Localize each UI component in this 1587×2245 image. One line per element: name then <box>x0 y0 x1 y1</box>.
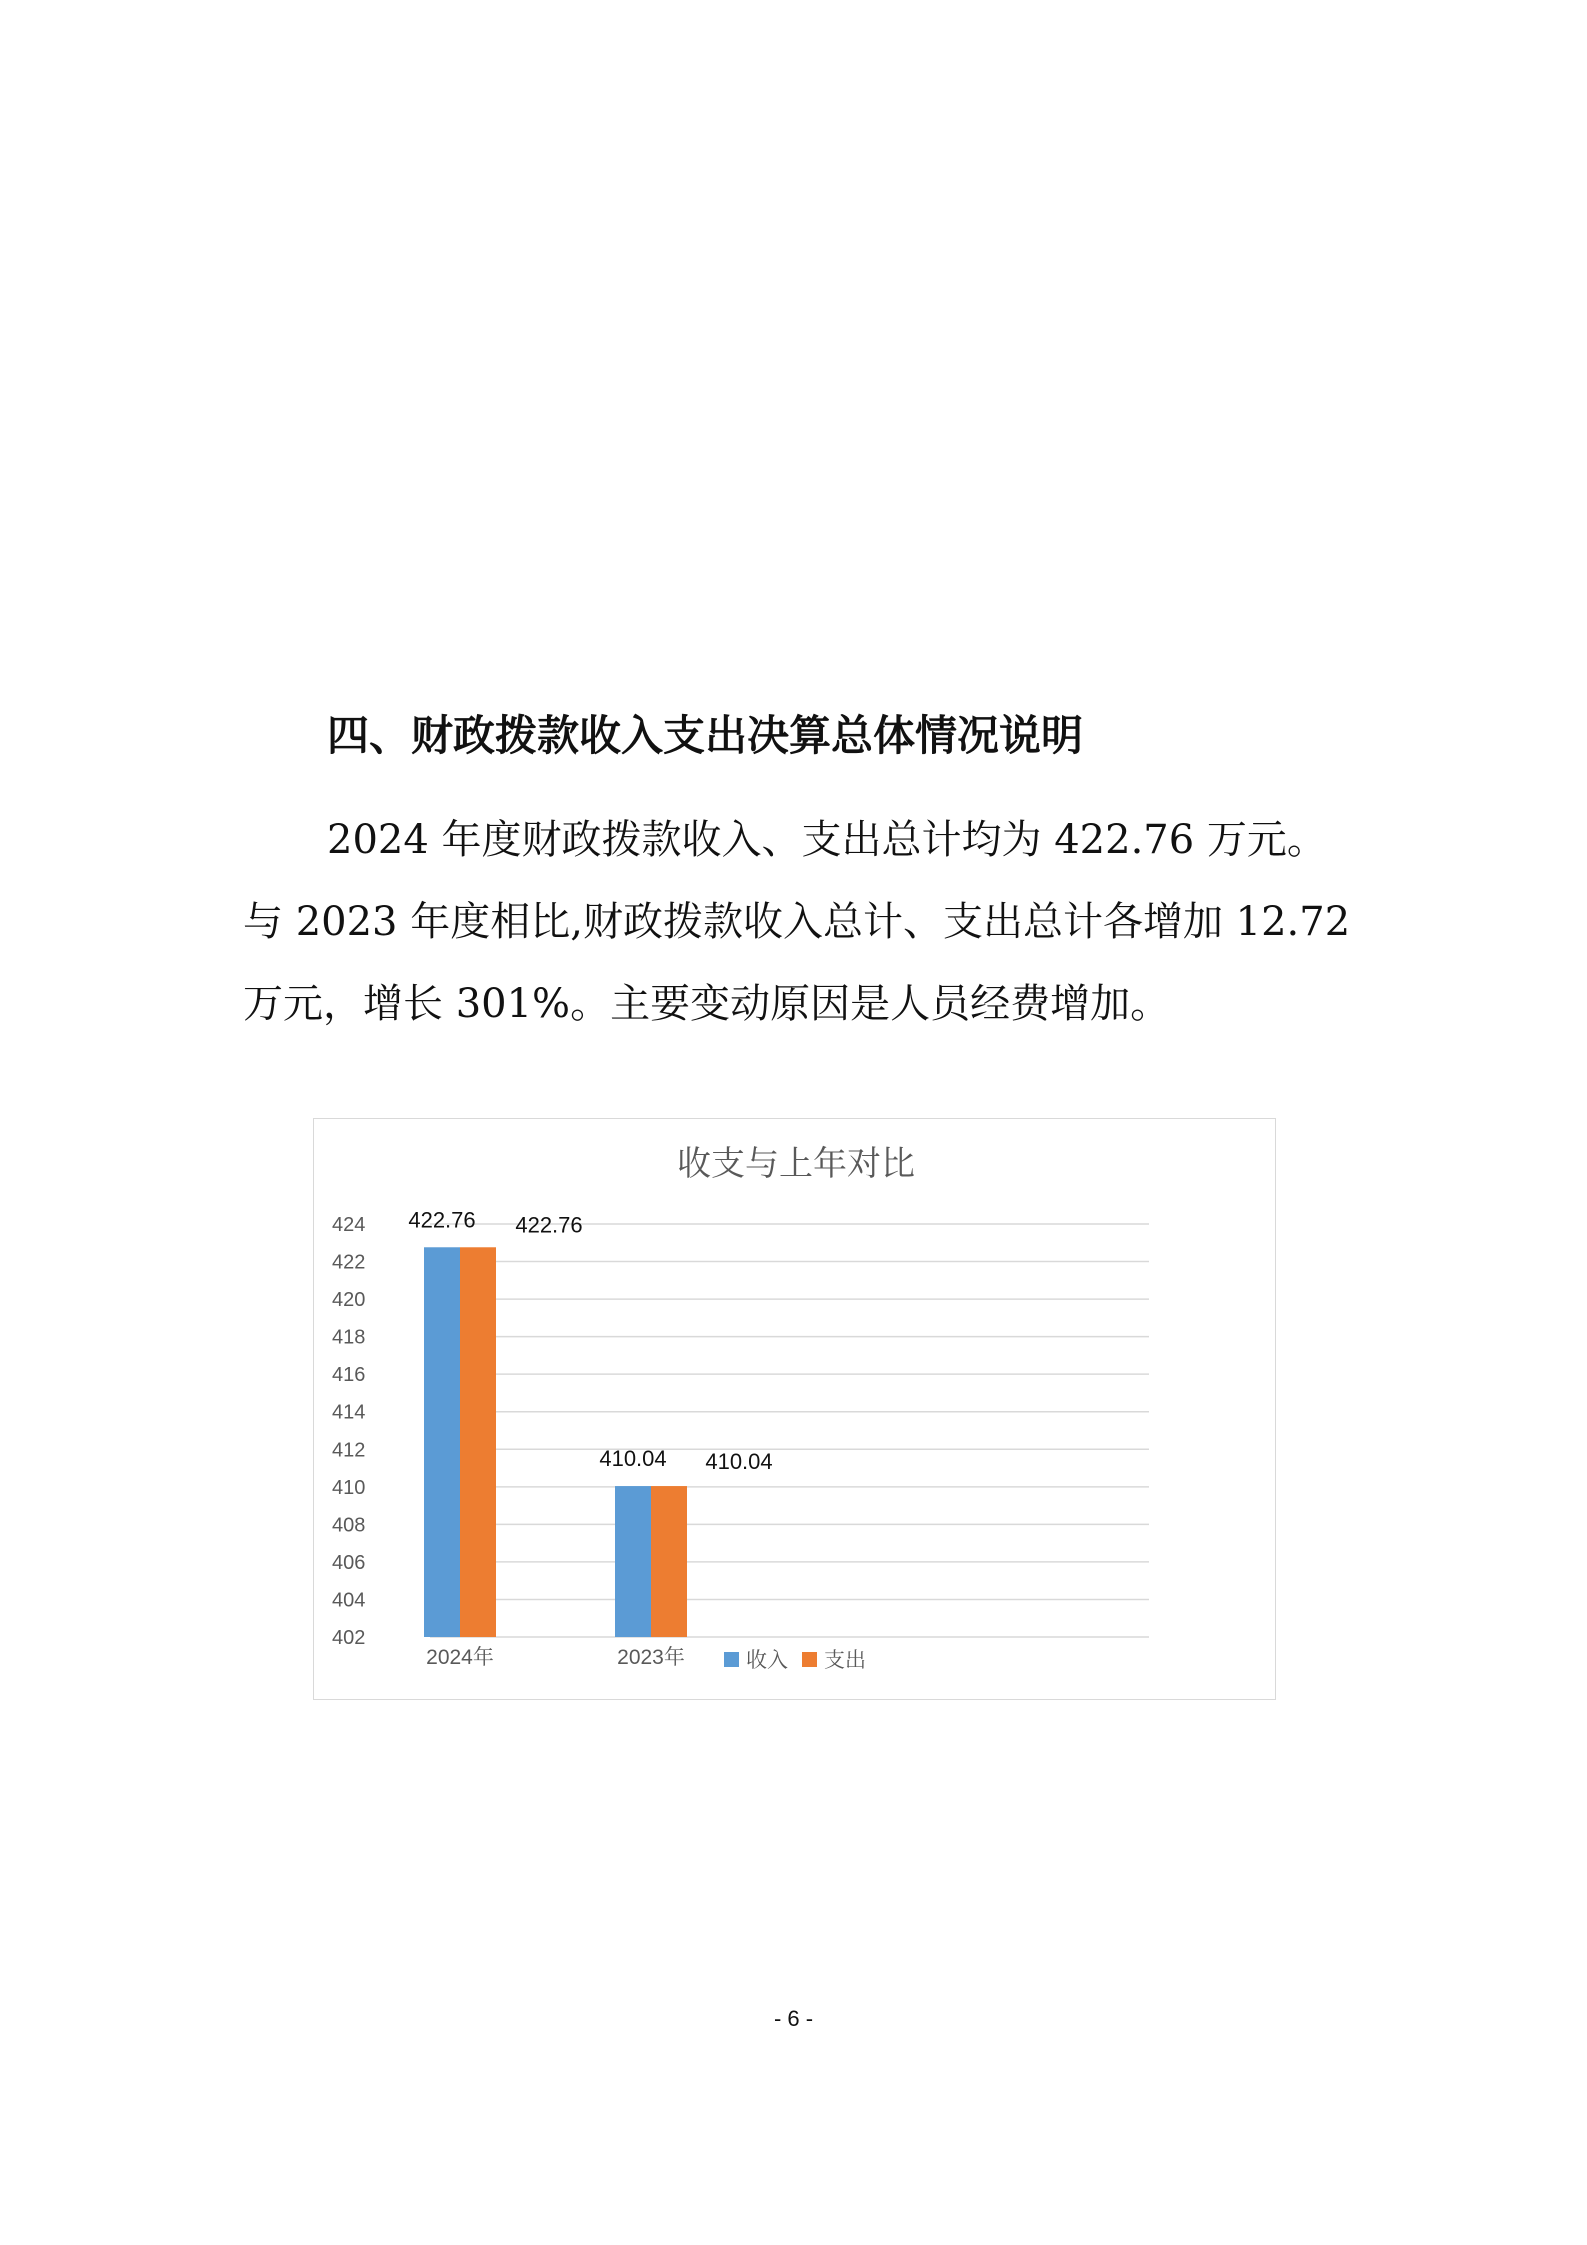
y-axis-ticks <box>332 1214 365 1649</box>
paragraph-line-1: 2024 年度财政拨款收入、支出总计均为 422.76 万元。 <box>327 817 1327 863</box>
y-tick-label: 412 <box>332 1439 366 1462</box>
bars <box>424 1247 687 1637</box>
legend-swatch <box>802 1652 817 1667</box>
data-label: 422.76 <box>515 1212 583 1238</box>
bar-income-0 <box>424 1247 460 1637</box>
legend-label: 支出 <box>824 1649 866 1672</box>
gridlines <box>430 1224 1149 1637</box>
y-tick-label: 404 <box>332 1589 366 1612</box>
bar-income-1 <box>615 1486 651 1637</box>
legend <box>724 1649 866 1672</box>
page-number: - 6 - <box>773 2006 814 2031</box>
paragraph-line-3: 万元，增长 301%。主要变动原因是人员经费增加。 <box>243 981 1171 1027</box>
y-tick-label: 414 <box>332 1401 366 1424</box>
x-tick-label: 2023年 <box>617 1646 685 1669</box>
y-tick-label: 418 <box>332 1326 366 1349</box>
bar-expense-0 <box>460 1247 496 1637</box>
section-heading: 四、财政拨款收入支出决算总体情况说明 <box>327 711 1084 760</box>
data-label: 422.76 <box>408 1207 476 1233</box>
chart-container <box>313 1118 1276 1700</box>
data-label: 410.04 <box>599 1446 667 1472</box>
y-tick-label: 416 <box>332 1364 366 1387</box>
legend-label: 收入 <box>746 1649 788 1672</box>
y-tick-label: 422 <box>332 1251 366 1274</box>
y-tick-label: 406 <box>332 1551 366 1574</box>
paragraph-line-2: 与 2023 年度相比,财政拨款收入总计、支出总计各增加 12.72 <box>243 899 1351 945</box>
chart-title: 收支与上年对比 <box>677 1144 915 1184</box>
x-axis-ticks <box>426 1646 685 1669</box>
y-tick-label: 402 <box>332 1627 366 1649</box>
y-tick-label: 410 <box>332 1476 366 1499</box>
data-label: 410.04 <box>705 1449 773 1475</box>
bar-expense-1 <box>651 1486 687 1637</box>
y-tick-label: 420 <box>332 1289 366 1312</box>
y-tick-label: 424 <box>332 1214 366 1236</box>
x-tick-label: 2024年 <box>426 1646 494 1669</box>
y-tick-label: 408 <box>332 1514 366 1537</box>
legend-swatch <box>724 1652 739 1667</box>
bar-chart <box>314 1119 1277 1701</box>
